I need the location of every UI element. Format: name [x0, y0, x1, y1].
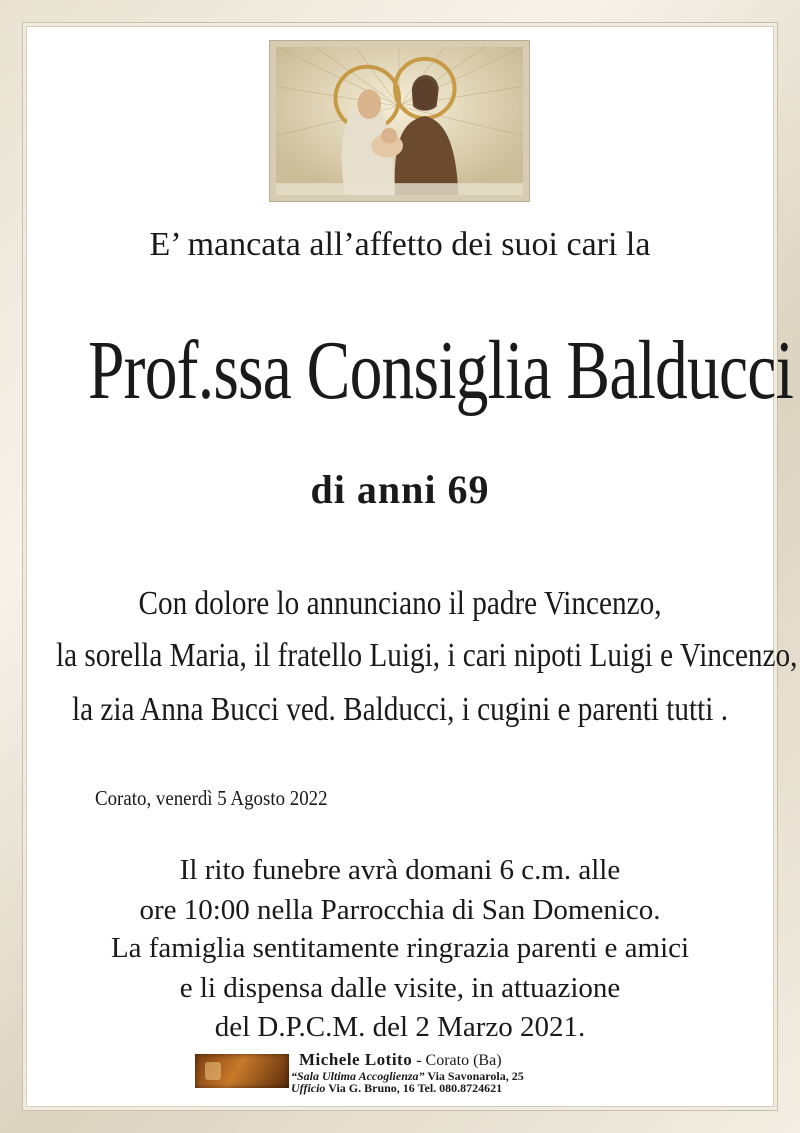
funeral-agency-footer	[195, 1050, 605, 1095]
agency-office-label: Ufficio	[291, 1081, 326, 1095]
age-line: di anni 69	[310, 467, 490, 512]
rite-line: e li dispensa dalle visite, in attuazione	[179, 972, 621, 1004]
intro-line: E’ mancata all’affetto dei suoi cari la	[149, 226, 651, 263]
holy-family-icon	[269, 40, 530, 202]
agency-tel: 080.8724621	[439, 1081, 503, 1095]
agency-name-line	[299, 1050, 502, 1070]
agency-logo	[195, 1054, 289, 1088]
rite-line: ore 10:00 nella Parrocchia di San Domenico.	[139, 894, 661, 926]
agency-office-address: Via G. Bruno, 16	[328, 1081, 415, 1095]
agency-tel-label: Tel.	[417, 1081, 437, 1095]
mourners-line: Con dolore lo annunciano il padre Vincenzo,	[138, 585, 662, 622]
agency-office-line	[291, 1081, 502, 1096]
agency-city: - Corato (Ba)	[416, 1052, 502, 1069]
rite-line: del D.P.C.M. del 2 Marzo 2021.	[214, 1011, 586, 1043]
rite-line: La famiglia sentitamente ringrazia parenti e amici	[110, 932, 690, 964]
mourners-line: la sorella Maria, il fratello Luigi, i cari nipoti Luigi e Vincenzo,	[56, 637, 798, 674]
deceased-name: Prof.ssa Consiglia Balducci	[88, 324, 794, 417]
mourners-line: la zia Anna Bucci ved. Balducci, i cugini e parenti tutti .	[71, 691, 729, 728]
agency-name: Michele Lotito	[299, 1050, 413, 1069]
place-date: Corato, venerdì 5 Agosto 2022	[95, 786, 328, 810]
rite-line: Il rito funebre avrà domani 6 c.m. alle	[179, 854, 621, 886]
agency-hall-address: Via Savonarola, 25	[427, 1069, 524, 1083]
agency-hall: “Sala Ultima Accoglienza”	[291, 1069, 425, 1083]
